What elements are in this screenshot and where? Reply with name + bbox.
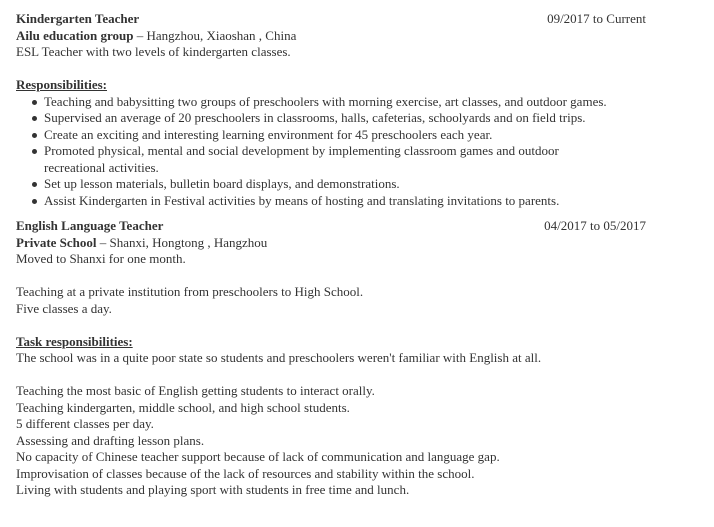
task-intro: The school was in a quite poor state so students and preschoolers weren't familiar with English at all. bbox=[16, 350, 542, 365]
company-name: Ailu education group bbox=[16, 27, 134, 43]
list-item: Teaching and babysitting two groups of preschoolers with morning exercise, art classes, and outdoor games. bbox=[16, 94, 646, 111]
task-line: Teaching kindergarten, middle school, and high school students. bbox=[16, 399, 350, 415]
task-line: Teaching the most basic of English getting students to interact orally. bbox=[16, 383, 375, 398]
company-location: – Shanxi, Hongtong , Hangzhou bbox=[96, 234, 268, 250]
task-responsibilities-heading: Task responsibilities: bbox=[16, 333, 133, 349]
list-item: Promoted physical, mental and social development by implementing classroom games and outdoor recreational activities. bbox=[16, 143, 614, 176]
job-title: English Language Teacher bbox=[16, 218, 164, 233]
company-location: – Hangzhou, Xiaoshan , China bbox=[133, 27, 297, 43]
task-line: Assessing and drafting lesson plans. bbox=[16, 432, 205, 448]
job-summary: ESL Teacher with two levels of kindergarten classes. bbox=[16, 44, 291, 59]
job-dates: 04/2017 to 05/2017 bbox=[544, 218, 646, 233]
responsibilities-heading: Responsibilities: bbox=[16, 77, 108, 92]
task-line: No capacity of Chinese teacher support because of lack of communication and language gap. bbox=[16, 449, 500, 464]
job-description: Teaching at a private institution from preschoolers to High School. bbox=[16, 284, 364, 299]
list-item: Supervised an average of 20 preschoolers in classrooms, halls, cafeterias, schoolyards and on field trips. bbox=[16, 110, 646, 127]
job-header bbox=[16, 218, 646, 235]
list-item: Set up lesson materials, bulletin board displays, and demonstrations. bbox=[16, 176, 646, 193]
job-note: Moved to Shanxi for one month. bbox=[16, 251, 186, 266]
list-item: Assist Kindergarten in Festival activities by means of hosting and translating invitations to parents. bbox=[16, 193, 646, 210]
job-header bbox=[16, 11, 646, 28]
job-company-line bbox=[16, 235, 646, 252]
job-dates: 09/2017 to Current bbox=[547, 11, 646, 26]
job-title: Kindergarten Teacher bbox=[16, 11, 140, 26]
task-line: Improvisation of classes because of the lack of resources and stability within the school. bbox=[16, 465, 475, 481]
task-line: 5 different classes per day. bbox=[16, 416, 154, 431]
job-company-line bbox=[16, 28, 646, 45]
job-description: Five classes a day. bbox=[16, 300, 112, 316]
resume-experience-section bbox=[16, 11, 646, 499]
company-name: Private School bbox=[16, 234, 97, 250]
list-item: Create an exciting and interesting learning environment for 45 preschoolers each year. bbox=[16, 127, 646, 144]
task-line: Living with students and playing sport with students in free time and lunch. bbox=[16, 482, 410, 497]
responsibilities-list bbox=[16, 94, 646, 210]
